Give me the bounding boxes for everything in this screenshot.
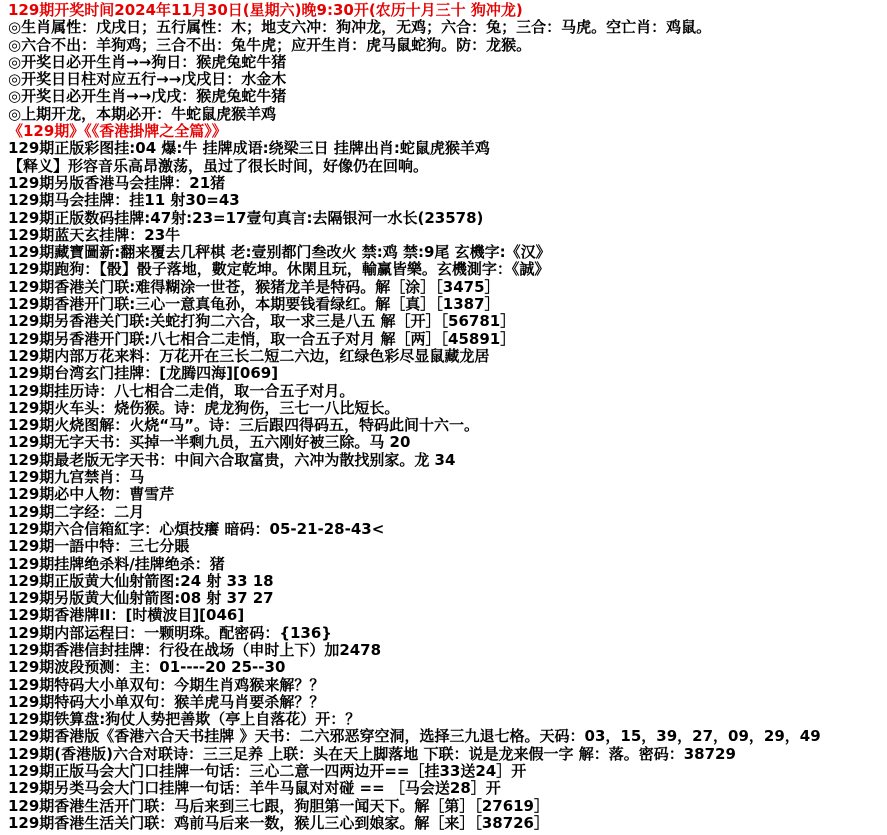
text-line-24: 129期火车头：烧伤猴。诗：虎龙狗伤，三七一八比短长。 [8, 398, 400, 417]
text-line-7: ◎上期开龙，本期必开：牛蛇鼠虎猴羊鸡 [8, 104, 277, 123]
text-line-44: 129期(香港版)六合对联诗：三三足养 上联：头在天上脚落地 下联：说是龙来假一字 解：落。密码：38729 [8, 744, 736, 763]
text-line-46: 129期另类马会大门口挂牌一句话：羊牛马鼠对对碰 == ［马会送28］开 [8, 779, 501, 798]
text-line-39: 129期波段预测：主：01----20 25--30 [8, 658, 286, 677]
text-line-42: 129期铁算盘:狗仗人势把善欺（亭上自落花）开：？ [8, 710, 361, 729]
text-line-33: 129期挂牌绝杀料/挂牌绝杀：猪 [8, 554, 225, 573]
text-line-32: 129期一語中特：三七分賬 [8, 537, 190, 556]
text-line-3: ◎六合不出：羊狗鸡；三合不出：兔牛虎；应开生肖：虎马鼠蛇狗。防：龙猴。 [8, 35, 532, 54]
text-line-26: 129期无字天书：买掉一半剩九员，五六刚好被三除。马 20 [8, 433, 411, 452]
text-line-30: 129期二字经：二月 [8, 502, 145, 521]
text-line-35: 129期另版黄大仙射箭图:08 射 37 27 [8, 589, 274, 608]
text-line-47: 129期香港生活开门联：马后来到三七跟，狗胆第一闻天下。解［第］［27619］ [8, 796, 549, 815]
text-line-27: 129期最老版无字天书：中间六合取富贵，六冲为散找别家。龙 34 [8, 450, 456, 469]
text-line-41: 129期特码大小单双句：猴羊虎马肖要杀解？？ [8, 692, 325, 711]
text-line-21: 129期内部万花来料：万花开在三长二短二六边，红绿色彩尽显鼠藏龙居 [8, 346, 490, 365]
text-line-5: ◎开奖日日柱对应五行→→戊戌日：水金木 [8, 70, 287, 89]
text-line-45: 129期正版马会大门口挂牌一句话：三心二意一四两边开==［挂33送24］开 [8, 762, 527, 781]
text-line-34: 129期正版黄大仙射箭图:24 射 33 18 [8, 571, 274, 590]
text-line-19: 129期另香港关门联:关蛇打狗二六合，取一求三是八五 解［开］［56781］ [8, 312, 516, 331]
text-line-28: 129期九宫禁肖：马 [8, 468, 145, 487]
text-line-4: ◎开奖日必开生肖→→狗日：猴虎兔蛇牛猪 [8, 52, 287, 71]
text-line-15: 129期藏寶圖新:翻来覆去几秤棋 老:壹别都门叁改火 禁:鸡 禁:9尾 玄機字:《汉》 [8, 243, 551, 262]
text-line-31: 129期六合信箱紅字：心煩技癢 暗码：05-21-28-43< [8, 519, 385, 538]
text-line-36: 129期香港牌II：[时横波目][046] [8, 606, 245, 625]
text-line-2: ◎生肖属性：戊戌日；五行属性：木；地支六冲：狗冲龙，无鸡；六合：兔；三合：马虎。空亡肖：鸡鼠。 [8, 18, 712, 37]
text-line-18: 129期香港开门联:三心一意真龟孙，本期要钱看绿红。解［真］［1387］ [8, 295, 500, 314]
text-line-1: 129期开奖时间2024年11月30日(星期六)晚9:30开(农历十月三十 狗冲龙) [8, 1, 523, 19]
text-line-9: 129期正版彩图挂:04 爆:牛 挂牌成语:绕梁三日 挂牌出肖:蛇鼠虎猴羊鸡 [8, 139, 490, 158]
text-line-8: 《129期》《《香港掛牌之全篇》》 [8, 122, 227, 141]
text-line-11: 129期另版香港马会挂牌：21猪 [8, 173, 226, 192]
text-line-17: 129期香港关门联:难得糊涂一世苍，猴猪龙羊是特码。解［涂］［3475］ [8, 277, 500, 296]
text-line-37: 129期内部运程曰：一颗明珠。配密码：{136} [8, 623, 332, 642]
text-line-10: 【释义】形容音乐高昂激荡，虽过了很长时间，好像仍在回响。 [8, 156, 429, 175]
text-line-14: 129期蓝天玄挂牌：23牛 [8, 225, 181, 244]
text-line-40: 129期特码大小单双句：今期生肖鸡猴来解？？ [8, 675, 325, 694]
text-line-48: 129期香港生活关门联：鸡前马后来一数，猴儿三心到娘家。解［来］［38726］ [8, 813, 549, 832]
text-line-29: 129期必中人物：曹雪芹 [8, 485, 175, 504]
text-line-43: 129期香港版《香港六合天书挂牌 》天书：二六邪恶穿空洞，选择三九退七格。天码：03，15，39，27，09，29，49 [8, 727, 821, 746]
text-line-20: 129期另香港开门联:八七相合二走悄，取一合五子对月 解［两］［45891］ [8, 329, 516, 348]
text-line-6: ◎开奖日必开生肖→→戊戌：猴虎兔蛇牛猪 [8, 87, 287, 106]
text-line-38: 129期香港信封挂牌：行役在战场（申时上下）加2478 [8, 640, 382, 659]
text-line-12: 129期马会挂牌：挂11 射30=43 [8, 191, 240, 210]
text-line-22: 129期台湾玄门挂牌：[龙腾四海][069] [8, 364, 279, 383]
text-line-23: 129期挂历诗：八七相合二走俏，取一合五子对月。 [8, 381, 355, 400]
text-line-25: 129期火烧图解：火烧“马”。诗：三后跟四得码五，特码此间十六一。 [8, 416, 480, 435]
text-line-13: 129期正版数码挂牌:47射:23=17壹句真言:去隔银河一水长(23578) [8, 208, 484, 227]
text-line-16: 129期跑狗：【骰】骰子落地，數定乾坤。休閑且玩，輸赢皆樂。玄機測字：《誠》 [8, 260, 550, 279]
